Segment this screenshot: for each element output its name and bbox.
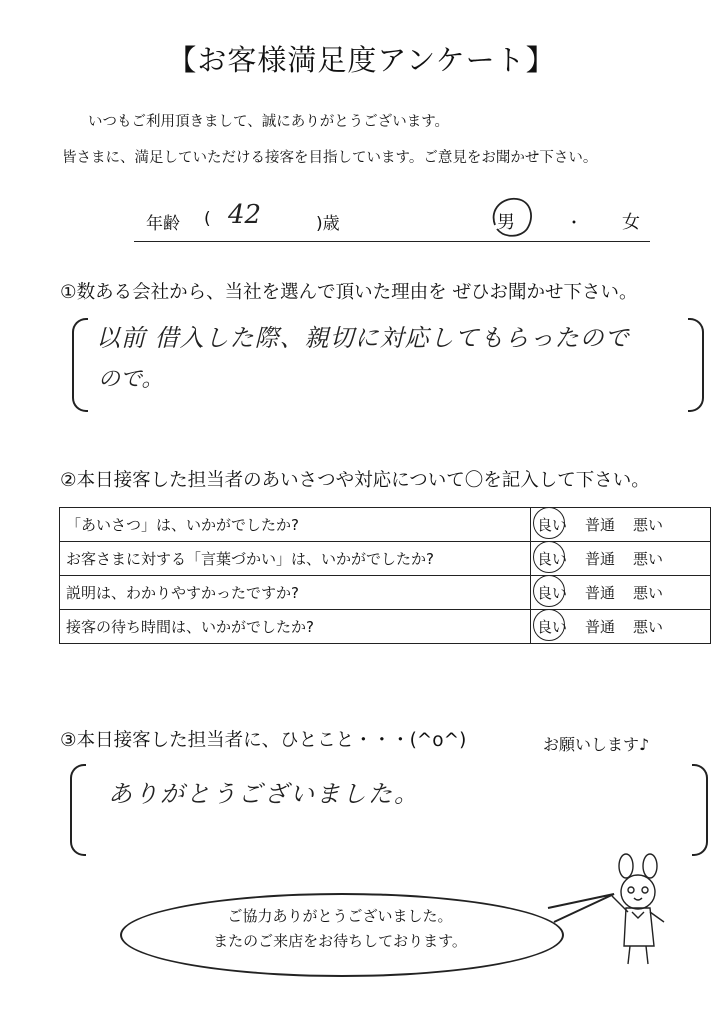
closing-line-2: またのご来店をお待ちしております。 [213,932,467,950]
rating-row [60,508,711,542]
rating-row [60,610,711,644]
rating-option[interactable] [585,582,615,603]
q1-question: ①数ある会社から、当社を選んで頂いた理由を ぜひお聞かせ下さい。 [60,282,638,303]
rating-question: 接客の待ち時間は、いかがでしたか? [60,610,531,644]
rating-option-label: 普通 [585,584,616,602]
rating-option-label: 良い [537,550,568,568]
rating-option[interactable] [537,548,567,569]
rating-option-label: 悪い [633,584,664,602]
age-open-paren: ( [204,209,211,229]
q2-question: ②本日接客した担当者のあいさつや対応について〇を記入して下さい。 [60,470,650,491]
rating-options [531,576,711,610]
selected-circle-icon [533,507,568,539]
q1-bracket-left [72,318,88,412]
selected-circle-icon [533,575,568,607]
intro-line-2: 皆さまに、満足していただける接客を目指しています。ご意見をお聞かせ下さい。 [62,150,598,166]
rating-option[interactable] [537,582,567,603]
rating-options [531,508,711,542]
closing-line-1: ご協力ありがとうございました。 [227,907,453,925]
q1-answer-line-1[interactable]: 以前 借入した際、親切に対応してもらったので [96,324,630,352]
rating-option-label: 悪い [633,516,664,534]
rating-option-label: 悪い [633,618,664,636]
intro-line-1: いつもご利用頂きまして、誠にありがとうございます。 [88,114,450,130]
rating-option[interactable] [633,548,663,569]
selected-circle-icon [533,609,568,641]
rating-option-label: 悪い [633,550,664,568]
page-title: 【お客様満足度アンケート】 [167,43,556,77]
rating-option[interactable] [537,616,567,637]
age-value[interactable]: 42 [228,200,262,230]
q1-answer-line-2[interactable]: ので。 [98,367,164,392]
male-selected-circle-icon [487,195,537,241]
q3-bracket-right [692,764,708,856]
q3-question: ③本日接客した担当者に、ひとこと・・・(^o^) [60,730,467,751]
rating-option-label: 普通 [585,516,616,534]
rating-table [59,507,711,644]
profile-underline [134,241,650,242]
q3-request: お願いします♪ [543,735,650,754]
age-label: 年齢 [146,214,180,234]
rating-row [60,576,711,610]
rating-option[interactable] [585,548,615,569]
rating-option[interactable] [585,616,615,637]
rating-option[interactable] [585,514,615,535]
q1-bracket-right [688,318,704,412]
rating-option[interactable] [633,514,663,535]
age-close-paren: )歳 [316,214,340,234]
rating-row [60,542,711,576]
rating-option[interactable] [633,616,663,637]
selected-circle-icon [533,541,568,573]
rating-options [531,542,711,576]
gender-female-option[interactable]: 女 [622,212,640,233]
q3-answer[interactable]: ありがとうございました。 [108,780,420,808]
rating-question: お客さまに対する「言葉づかい」は、いかがでしたか? [60,542,531,576]
rating-option[interactable] [633,582,663,603]
rating-question: 説明は、わかりやすかったですか? [60,576,531,610]
rating-option-label: 良い [537,618,568,636]
rating-option-label: 普通 [585,550,616,568]
rating-option[interactable] [537,514,567,535]
rating-options [531,610,711,644]
rating-option-label: 良い [537,584,568,602]
closing-message [120,904,560,954]
rating-option-label: 普通 [585,618,616,636]
rabbit-mascot-icon [598,852,678,972]
gender-separator: ・ [566,213,583,232]
rating-option-label: 良い [537,516,568,534]
gender-male-option[interactable]: 男 [497,212,515,233]
q3-bracket-left [70,764,86,856]
rating-question: 「あいさつ」は、いかがでしたか? [60,508,531,542]
